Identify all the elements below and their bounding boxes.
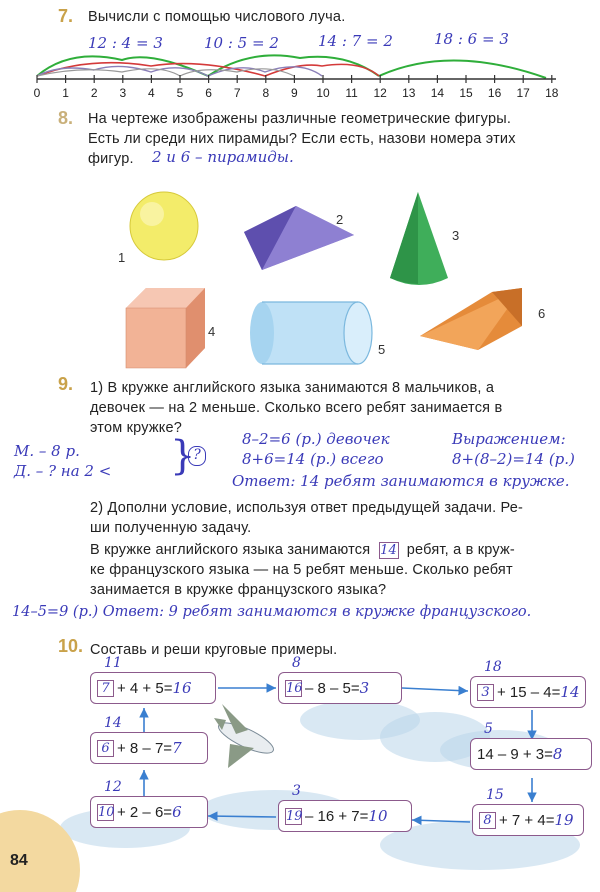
ray-tick-label: 3	[119, 86, 127, 100]
exercise-7-text: Вычисли с помощью числового луча.	[88, 9, 346, 25]
cycle-example-box: 19 – 16 + 7 = 10	[278, 800, 412, 832]
answer-14-7: 14 : 7 = 2	[318, 32, 393, 50]
ray-tick-label: 0	[33, 86, 41, 100]
exercise-10-text: Составь и реши круговые примеры.	[90, 642, 338, 658]
expression: 8+(8–2)=14 (р.)	[452, 450, 575, 468]
figure-label-1: 1	[118, 250, 126, 265]
exercise-7-number: 7.	[58, 6, 74, 26]
answer-18-6: 18 : 6 = 3	[434, 30, 509, 48]
brace: }	[170, 433, 196, 479]
fill-box[interactable]: 10	[98, 804, 115, 820]
airplane-illustration	[214, 704, 277, 768]
example-expression: + 8 – 7	[117, 739, 164, 757]
example-expression: + 2 – 6	[117, 803, 164, 821]
ray-tick-label: 8	[262, 86, 270, 100]
cycle-example-box: 3 + 15 – 4 = 14	[470, 676, 586, 708]
fill-box[interactable]: 7	[97, 680, 114, 697]
ray-tick-label: 7	[233, 86, 241, 100]
intermediate-result: 5	[484, 721, 493, 737]
ray-tick-label: 4	[148, 86, 155, 100]
example-result: 8	[552, 745, 563, 763]
ray-tick-label: 14	[430, 86, 445, 100]
ray-tick-label: 6	[205, 86, 212, 100]
fill-box-14[interactable]: 14	[380, 543, 398, 558]
geometric-figures	[0, 180, 600, 370]
exercise-9-p3-line2: ке французского языка — на 5 ребят меньше. Сколько ребят	[90, 562, 513, 578]
number-ray	[0, 0, 600, 100]
note-boys: М. – 8 р.	[14, 442, 80, 460]
exercise-8-line1: На чертеже изображены различные геометрические фигуры.	[88, 111, 512, 127]
exercise-9-p1-line2: девочек — на 2 меньше. Сколько всего ребят занимается в	[90, 400, 503, 416]
ray-tick-label: 12	[373, 86, 387, 100]
intermediate-result: 18	[484, 659, 502, 675]
intermediate-result: 8	[292, 655, 301, 671]
fill-box[interactable]: 8	[479, 812, 496, 829]
answer-10-5: 10 : 5 = 2	[204, 34, 279, 52]
ray-tick-label: 11	[345, 86, 358, 100]
arc-gray	[37, 69, 294, 76]
exercise-8-answer: 2 и 6 – пирамиды.	[152, 148, 294, 166]
exercise-9-p1-line1: 1) В кружке английского языка занимаются 8 мальчиков, а	[90, 380, 495, 396]
cycle-example-box: 6 + 8 – 7 = 7	[90, 732, 208, 764]
page-number: 84	[10, 852, 28, 869]
ray-tick-label: 10	[316, 86, 330, 100]
exercise-9-p2-line2: ши полученную задачу.	[90, 520, 252, 536]
fill-box[interactable]: 3	[477, 684, 494, 701]
example-expression: + 7 + 4	[499, 811, 546, 829]
example-result: 6	[172, 803, 182, 821]
example-expression: 14 – 9 + 3	[477, 745, 545, 763]
ray-tick-label: 15	[459, 86, 473, 100]
example-expression: – 8 – 5	[305, 679, 351, 697]
cycle-example-box: 10 + 2 – 6 = 6	[90, 796, 208, 828]
intermediate-result: 15	[486, 787, 504, 803]
exercise-9-p2-line1: 2) Дополни условие, используя ответ предыдущей задачи. Ре-	[90, 500, 524, 516]
question-circle: ?	[188, 446, 206, 466]
figure-label-2: 2	[336, 212, 344, 227]
exercise-9-p3-line1: В кружке английского языка занимаются 14 ребят, а в круж-	[90, 542, 515, 558]
example-result: 19	[554, 811, 574, 829]
exercise-8-line2: Есть ли среди них пирамиды? Если есть, назови номера этих	[88, 131, 516, 147]
sphere-figure	[130, 192, 198, 260]
cycle-example-box: 8 + 7 + 4 = 19	[472, 804, 584, 836]
intermediate-result: 11	[104, 655, 122, 671]
ray-tick-label: 5	[176, 86, 184, 100]
fill-box[interactable]: 19	[286, 808, 303, 824]
example-result: 10	[368, 807, 388, 825]
note-girls: Д. – ? на 2 <	[14, 462, 112, 480]
arc-green-3	[379, 60, 546, 78]
intermediate-result: 12	[104, 779, 122, 795]
ray-tick-label: 1	[62, 86, 69, 100]
exercise-9-p3-line3: занимается в кружке французского языка?	[90, 582, 387, 598]
example-result: 7	[172, 739, 182, 757]
figure-label-6: 6	[538, 306, 546, 321]
exercise-10-number: 10.	[58, 636, 84, 656]
example-result: 16	[172, 679, 192, 697]
figure-label-5: 5	[378, 342, 386, 357]
solution-step-2: 8+6=14 (р.) всего	[242, 450, 384, 468]
example-result: 14	[560, 683, 580, 701]
ray-tick-label: 9	[291, 86, 298, 100]
cycle-example-box: 14 – 9 + 3 = 8	[470, 738, 592, 770]
fill-box[interactable]: 6	[97, 740, 114, 757]
figure-label-3: 3	[452, 228, 460, 243]
exercise-8-number: 8.	[58, 108, 74, 128]
ray-tick-label: 16	[487, 86, 502, 100]
answer-part-2: 14–5=9 (р.) Ответ: 9 ребят занимаются в кружке французского.	[12, 604, 532, 620]
solution-step-1: 8–2=6 (р.) девочек	[242, 430, 390, 448]
answer-part-1: Ответ: 14 ребят занимаются в кружке.	[232, 472, 570, 490]
example-result: 3	[359, 679, 370, 697]
cycle-example-box: 16 – 8 – 5 = 3	[278, 672, 402, 704]
answer-12-4: 12 : 4 = 3	[88, 34, 163, 52]
example-expression: – 16 + 7	[305, 807, 360, 825]
intermediate-result: 14	[104, 715, 122, 731]
cycle-example-box: 7 + 4 + 5 = 16	[90, 672, 216, 704]
fill-box[interactable]: 16	[286, 680, 303, 696]
exercise-8-line3: фигур.	[88, 151, 134, 167]
exercise-9-number: 9.	[58, 374, 74, 394]
example-expression: + 4 + 5	[117, 679, 164, 697]
ray-tick-label: 18	[545, 86, 559, 100]
ray-tick-label: 2	[90, 86, 98, 100]
figure-label-4: 4	[208, 324, 216, 339]
ray-tick-label: 13	[402, 86, 416, 100]
exercise-9-p1-line3: этом кружке?	[90, 420, 183, 436]
intermediate-result: 3	[292, 783, 301, 799]
ray-tick-label: 17	[516, 86, 530, 100]
example-expression: + 15 – 4	[497, 683, 552, 701]
expression-label: Выражением:	[452, 430, 566, 448]
